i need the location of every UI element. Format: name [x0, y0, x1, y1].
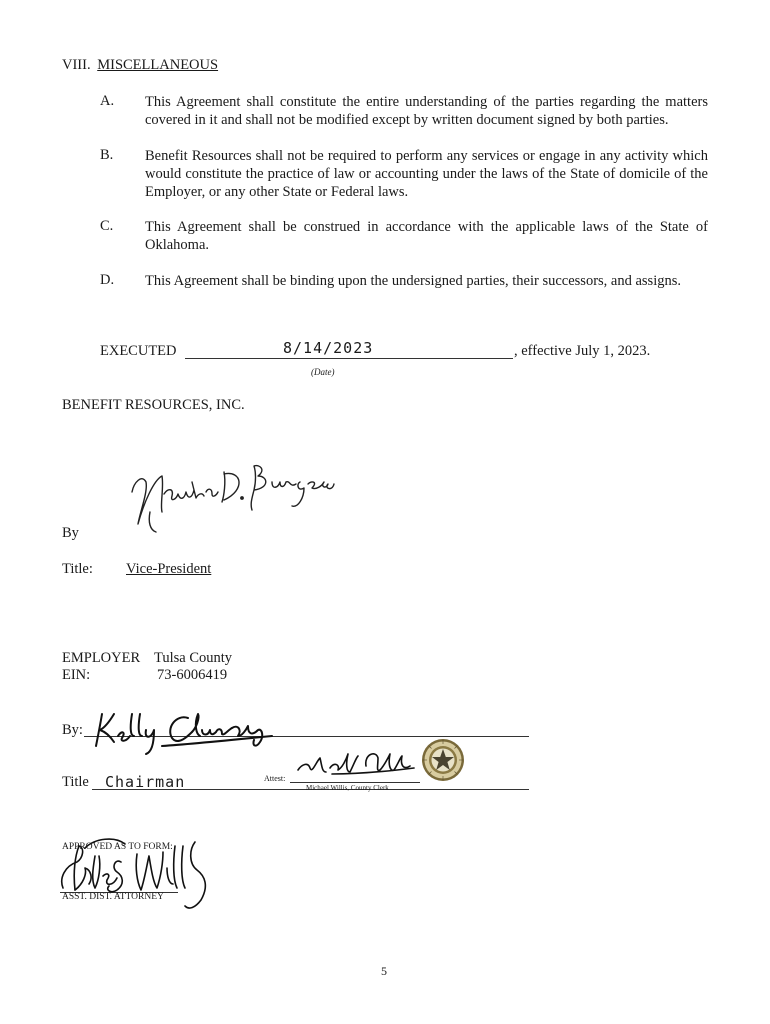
ein-label: EIN:	[62, 667, 91, 683]
section-number: VIII.	[62, 57, 91, 73]
clause-a-text: This Agreement shall constitute the entire understanding of the parties regarding the matters covered in it and shall not be modified except by written document signed by both parties.	[145, 94, 708, 128]
employer-name: Tulsa County	[154, 650, 233, 666]
clause-c-letter: C.	[100, 218, 114, 234]
employer-label: EMPLOYER	[62, 650, 141, 666]
approved-role: ASST. DIST. ATTORNEY	[62, 892, 164, 902]
section-heading	[62, 57, 218, 74]
clause-d-text: This Agreement shall be binding upon the undersigned parties, their successors, and assigns.	[145, 273, 681, 289]
company-name: BENEFIT RESOURCES, INC.	[62, 397, 245, 413]
employer-title-value: Chairman	[105, 773, 186, 791]
attest-name: Michael Willis, County Clerk	[306, 784, 389, 792]
company-signature	[120, 452, 340, 537]
executed-suffix: , effective July 1, 2023.	[514, 343, 651, 359]
clause-c-text: This Agreement shall be construed in accordance with the applicable laws of the State of Oklahoma.	[145, 219, 708, 253]
title-value: Vice-President	[126, 561, 212, 577]
attest-signature	[292, 744, 417, 782]
title-label: Title:	[62, 561, 93, 577]
attest-label: Attest:	[264, 774, 286, 783]
clause-d-letter: D.	[100, 272, 115, 288]
clause-b-text: Benefit Resources shall not be required to perform any services or engage in any activity which would constitute the practice of law or accounting under the laws of the State of domicile of the Employer, or any other State or Federal laws.	[145, 148, 708, 200]
approved-label: APPROVED AS TO FORM:	[62, 842, 173, 852]
employer-signature	[92, 706, 282, 758]
executed-date: 8/14/2023	[283, 339, 374, 357]
by-label: By	[62, 525, 79, 541]
section-title: MISCELLANEOUS	[97, 57, 219, 73]
date-caption: (Date)	[311, 367, 335, 377]
clause-a-letter: A.	[100, 93, 115, 109]
employer-by-label: By:	[62, 722, 83, 738]
executed-label: EXECUTED	[100, 343, 177, 359]
employer-title-label: Title	[62, 774, 89, 790]
clause-b-letter: B.	[100, 147, 114, 163]
county-seal-icon	[421, 738, 465, 782]
page-number: 5	[381, 964, 387, 978]
ein-value: 73-6006419	[157, 667, 228, 683]
